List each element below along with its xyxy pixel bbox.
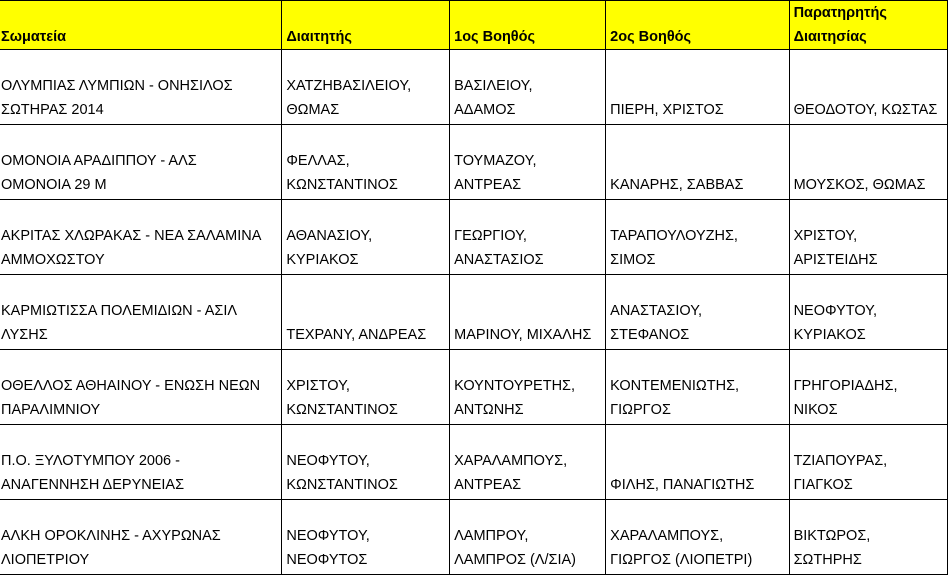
cell-referee-observer[interactable]	[789, 50, 947, 125]
cell-referee[interactable]	[282, 350, 450, 425]
header-referee-observer[interactable]: Παρατηρητής Διαιτησίας	[789, 1, 947, 50]
cell-referee-observer[interactable]	[789, 200, 947, 275]
cell-referee-observer[interactable]	[789, 275, 947, 350]
cell-text: ΚΟΥΝΤΟΥΡΕΤΗΣ, ΑΝΤΩΝΗΣ	[454, 378, 576, 418]
cell-first-assistant[interactable]	[450, 275, 606, 350]
cell-text: ΧΑΡΑΛΑΜΠΟΥΣ, ΓΙΩΡΓΟΣ (ΛΙΟΠΕΤΡΙ)	[610, 528, 753, 568]
cell-text: ΟΜΟΝΟΙΑ ΑΡΑΔΙΠΠΟΥ - ΑΛΣ ΟΜΟΝΟΙΑ 29 Μ	[1, 153, 197, 193]
cell-text: ΦΕΛΛΑΣ, ΚΩΝΣΤΑΝΤΙΝΟΣ	[286, 153, 398, 193]
header-clubs[interactable]: Σωματεία	[0, 1, 282, 50]
cell-text: ΝΕΟΦΥΤΟΥ, ΚΥΡΙΑΚΟΣ	[793, 303, 878, 343]
table-row	[0, 125, 948, 200]
cell-text: ΘΕΟΔΟΤΟΥ, ΚΩΣΤΑΣ	[793, 102, 938, 118]
cell-text: ΑΚΡΙΤΑΣ ΧΛΩΡΑΚΑΣ - ΝΕΑ ΣΑΛΑΜΙΝΑ ΑΜΜΟΧΩΣΤΟΥ	[1, 228, 262, 268]
cell-text: ΒΑΣΙΛΕΙΟΥ, ΑΔΑΜΟΣ	[454, 78, 533, 118]
cell-text: ΤΑΡΑΠΟΥΛΟΥΖΗΣ, ΣΙΜΟΣ	[610, 228, 738, 268]
cell-referee[interactable]	[282, 425, 450, 500]
cell-second-assistant[interactable]	[606, 125, 789, 200]
cell-referee-observer[interactable]	[789, 500, 947, 575]
cell-clubs[interactable]	[0, 125, 282, 200]
cell-second-assistant[interactable]	[606, 425, 789, 500]
cell-text: ΓΡΗΓΟΡΙΑΔΗΣ, ΝΙΚΟΣ	[793, 378, 898, 418]
cell-clubs[interactable]	[0, 275, 282, 350]
header-referee[interactable]: Διαιτητής	[282, 1, 450, 50]
cell-text: ΛΑΜΠΡΟΥ, ΛΑΜΠΡΟΣ (Λ/ΣΙΑ)	[454, 528, 577, 568]
cell-clubs[interactable]	[0, 500, 282, 575]
cell-text: ΧΑΤΖΗΒΑΣΙΛΕΙΟΥ, ΘΩΜΑΣ	[286, 78, 412, 118]
cell-text: ΟΘΕΛΛΟΣ ΑΘΗΑΙΝΟΥ - ΕΝΩΣΗ ΝΕΩΝ ΠΑΡΑΛΙΜΝΙΟΥ	[1, 378, 261, 418]
cell-referee-observer[interactable]	[789, 125, 947, 200]
cell-second-assistant[interactable]	[606, 200, 789, 275]
table-row	[0, 350, 948, 425]
cell-text: ΑΝΑΣΤΑΣΙΟΥ, ΣΤΕΦΑΝΟΣ	[610, 303, 703, 343]
table-row	[0, 500, 948, 575]
cell-text: ΜΟΥΣΚΟΣ, ΘΩΜΑΣ	[793, 177, 926, 193]
cell-second-assistant[interactable]	[606, 50, 789, 125]
cell-clubs[interactable]	[0, 350, 282, 425]
header-first-assistant[interactable]: 1ος Βοηθός	[450, 1, 606, 50]
cell-text: ΟΛΥΜΠΙΑΣ ΛΥΜΠΙΩΝ - ΟΝΗΣΙΛΟΣ ΣΩΤΗΡΑΣ 2014	[1, 78, 233, 118]
cell-text: Π.Ο. ΞΥΛΟΤΥΜΠΟΥ 2006 - ΑΝΑΓΕΝΝΗΣΗ ΔΕΡΥΝΕΙΑΣ	[1, 453, 185, 493]
cell-referee[interactable]	[282, 50, 450, 125]
cell-first-assistant[interactable]	[450, 500, 606, 575]
cell-second-assistant[interactable]	[606, 500, 789, 575]
cell-text: ΚΟΝΤΕΜΕΝΙΩΤΗΣ, ΓΙΩΡΓΟΣ	[610, 378, 740, 418]
cell-text: ΧΡΙΣΤΟΥ, ΚΩΝΣΤΑΝΤΙΝΟΣ	[286, 378, 398, 418]
cell-referee[interactable]	[282, 125, 450, 200]
cell-first-assistant[interactable]	[450, 350, 606, 425]
cell-second-assistant[interactable]	[606, 350, 789, 425]
table-row	[0, 275, 948, 350]
cell-text: ΧΡΙΣΤΟΥ, ΑΡΙΣΤΕΙΔΗΣ	[793, 228, 878, 268]
table-row	[0, 200, 948, 275]
cell-text: ΠΙΕΡΗ, ΧΡΙΣΤΟΣ	[610, 102, 724, 118]
cell-referee[interactable]	[282, 500, 450, 575]
cell-text: ΝΕΟΦΥΤΟΥ, ΚΩΝΣΤΑΝΤΙΝΟΣ	[286, 453, 398, 493]
cell-text: ΚΑΡΜΙΩΤΙΣΣΑ ΠΟΛΕΜΙΔΙΩΝ - ΑΣΙΛ ΛΥΣΗΣ	[1, 303, 238, 343]
cell-text: ΤΖΙΑΠΟΥΡΑΣ, ΓΙΑΓΚΟΣ	[793, 453, 888, 493]
cell-text: ΧΑΡΑΛΑΜΠΟΥΣ, ΑΝΤΡΕΑΣ	[454, 453, 568, 493]
cell-first-assistant[interactable]	[450, 50, 606, 125]
cell-first-assistant[interactable]	[450, 425, 606, 500]
cell-clubs[interactable]	[0, 425, 282, 500]
cell-text: ΚΑΝΑΡΗΣ, ΣΑΒΒΑΣ	[610, 177, 744, 193]
cell-text: ΒΙΚΤΩΡΟΣ, ΣΩΤΗΡΗΣ	[793, 528, 871, 568]
cell-clubs[interactable]	[0, 200, 282, 275]
table-row	[0, 425, 948, 500]
cell-text: ΤΕΧΡΑΝΥ, ΑΝΔΡΕΑΣ	[286, 327, 427, 343]
cell-text: ΝΕΟΦΥΤΟΥ, ΝΕΟΦΥΤΟΣ	[286, 528, 370, 568]
cell-referee-observer[interactable]	[789, 425, 947, 500]
cell-text: ΤΟΥΜΑΖΟΥ, ΑΝΤΡΕΑΣ	[454, 153, 537, 193]
cell-second-assistant[interactable]	[606, 275, 789, 350]
cell-text: ΑΛΚΗ ΟΡΟΚΛΙΝΗΣ - ΑΧΥΡΩΝΑΣ ΛΙΟΠΕΤΡΙΟΥ	[1, 528, 221, 568]
cell-text: ΑΘΑΝΑΣΙΟΥ, ΚΥΡΙΑΚΟΣ	[286, 228, 373, 268]
cell-referee[interactable]	[282, 200, 450, 275]
cell-text: ΜΑΡΙΝΟΥ, ΜΙΧΑΛΗΣ	[454, 327, 592, 343]
cell-referee-observer[interactable]	[789, 350, 947, 425]
header-second-assistant[interactable]: 2ος Βοηθός	[606, 1, 789, 50]
cell-text: ΦΙΛΗΣ, ΠΑΝΑΓΙΩΤΗΣ	[610, 477, 755, 493]
cell-referee[interactable]	[282, 275, 450, 350]
cell-clubs[interactable]	[0, 50, 282, 125]
cell-first-assistant[interactable]	[450, 125, 606, 200]
cell-text: ΓΕΩΡΓΙΟΥ, ΑΝΑΣΤΑΣΙΟΣ	[454, 228, 544, 268]
header-row	[0, 1, 948, 50]
cell-first-assistant[interactable]	[450, 200, 606, 275]
table-row	[0, 50, 948, 125]
